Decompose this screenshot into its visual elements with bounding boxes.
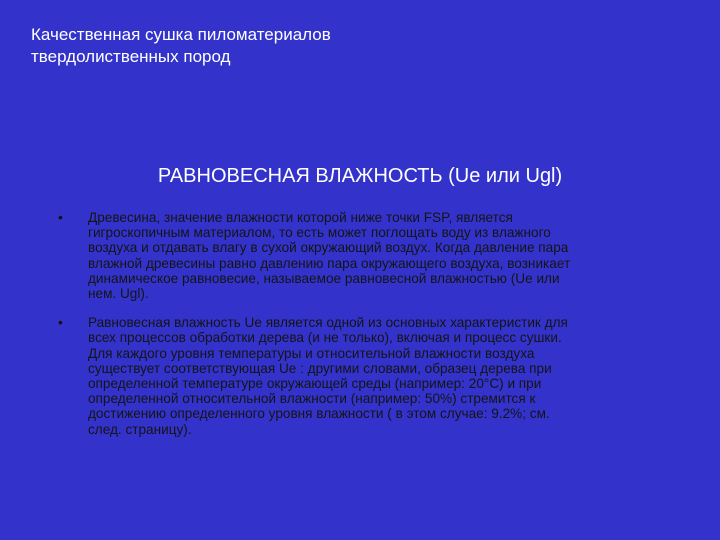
bullet-line: влажной древесины равно давлению пара окружающего воздуха, возникает bbox=[88, 255, 571, 271]
bullet-line: воздуха и отдавать влагу в сухой окружающий воздух. Когда давление пара bbox=[88, 240, 569, 256]
header-line: Качественная сушка пиломатериалов bbox=[31, 25, 331, 44]
bullet-line: след. страницу). bbox=[88, 421, 192, 437]
bullet-marker: • bbox=[58, 209, 63, 225]
bullet-item bbox=[58, 210, 670, 301]
bullet-line: определенной относительной влажности (например: 50%) стремится к bbox=[88, 391, 536, 407]
bullet-list bbox=[58, 210, 670, 451]
bullet-line: Для каждого уровня температуры и относительной влажности воздуха bbox=[88, 345, 535, 361]
slide-header bbox=[31, 24, 591, 68]
bullet-line: Древесина, значение влажности которой ниже точки FSP, является bbox=[88, 210, 513, 225]
bullet-line: всех процессов обработки дерева (и не только), включая и процесс сушки. bbox=[88, 330, 562, 346]
bullet-line: динамическое равновесие, называемое равновесной влажностью (Ue или bbox=[88, 270, 560, 286]
bullet-line: определенной температуре окружающей среды (например: 20°C) и при bbox=[88, 376, 542, 392]
bullet-line: гигроскопичным материалом, то есть может поглощать воду из влажного bbox=[88, 225, 551, 241]
slide-title: РАВНОВЕСНАЯ ВЛАЖНОСТЬ (Ue или Ugl) bbox=[157, 165, 563, 187]
bullet-line: достижению определенного уровня влажности ( в этом случае: 9.2%; см. bbox=[88, 406, 550, 422]
bullet-line: Равновесная влажность Ue является одной из основных характеристик для bbox=[88, 315, 568, 331]
bullet-item bbox=[58, 315, 670, 437]
bullet-marker: • bbox=[58, 314, 63, 331]
bullet-text bbox=[88, 210, 670, 301]
bullet-text bbox=[88, 315, 670, 437]
bullet-line: существует соответствующая Ue : другими словами, образец дерева при bbox=[88, 360, 552, 376]
header-line: твердолиственных пород bbox=[31, 47, 231, 66]
bullet-line: нем. Ugl). bbox=[88, 286, 149, 302]
